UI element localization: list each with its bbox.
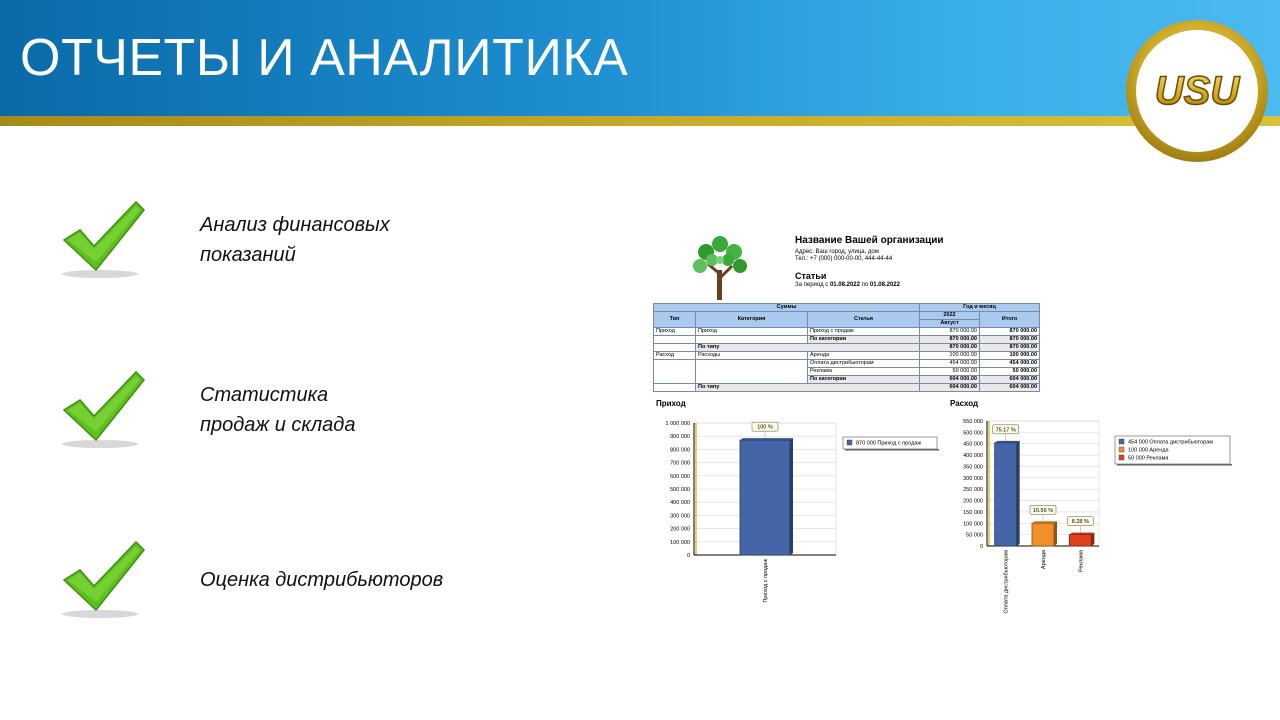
slide-title: ОТЧЕТЫ И АНАЛИТИКА [20, 29, 629, 87]
x-tick-label: Приход с продаж [763, 559, 769, 603]
table-header-row [654, 304, 1040, 312]
legend-entry: 100 000 Аренда [1128, 447, 1169, 454]
cell-type: Расход [654, 352, 696, 360]
header-article: Статья [808, 312, 920, 328]
period-prefix: За период с [795, 282, 829, 288]
y-tick-label: 50 000 [966, 532, 983, 539]
cell-type [654, 384, 696, 392]
cell-month: 454 000.00 [920, 360, 980, 368]
header-month: Август [920, 320, 980, 328]
bar-side [1017, 441, 1020, 546]
cell-article: Оплата дистрибьюторам [808, 360, 920, 368]
cell-total: 604 000.00 [980, 384, 1040, 392]
checkmark-icon [56, 196, 152, 280]
cell-category [696, 360, 808, 368]
header-total: Итого [980, 312, 1040, 328]
cell-month: 870 000.00 [920, 336, 980, 344]
report-title: Статьи [795, 271, 827, 281]
cell-article: По категории [808, 376, 920, 384]
y-tick-label: 0 [979, 544, 983, 550]
bar [1032, 523, 1054, 546]
cell-month: 50 000.00 [920, 368, 980, 376]
cell-month: 100 000.00 [920, 352, 980, 360]
expense-chart-title: Расход [950, 399, 979, 408]
table-row [654, 344, 1040, 352]
cell-type [654, 376, 696, 384]
usu-logo [1124, 18, 1270, 164]
cell-type [654, 360, 696, 368]
legend-shadow [845, 449, 939, 451]
legend-swatch [1119, 447, 1124, 452]
table-row [654, 352, 1040, 360]
cell-total: 100 000.00 [980, 352, 1040, 360]
cell-type [654, 344, 696, 352]
legend-swatch [1119, 455, 1124, 460]
cell-category [696, 336, 808, 344]
cell-article: Приход с продаж [808, 328, 920, 336]
data-label: 100 % [757, 424, 773, 431]
checkmark-icon [56, 366, 152, 450]
data-label: 16.56 % [1032, 507, 1054, 514]
cell-month: 604 000.00 [920, 384, 980, 392]
cell-month: 870 000.00 [920, 328, 980, 336]
table-row [654, 328, 1040, 336]
logo-text: USU [1154, 69, 1240, 113]
org-name: Название Вашей организации [795, 235, 944, 246]
cell-article: Аренда [808, 352, 920, 360]
cell-total: 604 000.00 [980, 376, 1040, 384]
cell-category [696, 376, 808, 384]
table-row [654, 384, 1040, 392]
cell-category: По типу [696, 344, 920, 352]
item-sales-statistics [200, 380, 355, 440]
cell-total: 870 000.00 [980, 328, 1040, 336]
y-tick-label: 600 000 [670, 473, 690, 480]
y-tick-label: 900 000 [670, 434, 690, 441]
data-label: 8.28 % [1071, 519, 1089, 526]
y-tick-label: 500 000 [670, 487, 690, 493]
cell-month: 870 000.00 [920, 344, 980, 352]
item-line: Анализ финансовых [200, 214, 390, 236]
income-chart-title: Приход [656, 399, 686, 408]
y-tick-label: 1 000 000 [665, 421, 690, 427]
header-divider [0, 116, 1280, 126]
y-tick-label: 550 000 [963, 419, 983, 425]
bar [1069, 535, 1091, 546]
header-period: Год и месяц [920, 304, 1040, 312]
table-row [654, 336, 1040, 344]
y-tick-label: 200 000 [963, 498, 983, 505]
cell-total: 870 000.00 [980, 344, 1040, 352]
report-preview [650, 225, 1250, 625]
bar-side [1091, 533, 1094, 546]
bar-side [1054, 521, 1057, 546]
item-line: Статистика [200, 384, 329, 406]
checkmark-icon [56, 536, 152, 620]
org-phone: Тел.: +7 (000) 000-00-00, 444-44-44 [795, 256, 893, 262]
y-tick-label: 150 000 [963, 509, 983, 516]
cell-month: 604 000.00 [920, 376, 980, 384]
table-header-row [654, 312, 1040, 320]
header-category: Категория [696, 312, 808, 328]
legend-entry: 870 000 Приход с продаж [856, 440, 922, 447]
cell-total: 50 000.00 [980, 368, 1040, 376]
header-year: 2022 [920, 312, 980, 320]
x-tick-label: Реклама [1078, 550, 1085, 573]
bar [740, 440, 790, 555]
cell-type [654, 336, 696, 344]
bar-top [740, 438, 793, 440]
expense-chart [945, 409, 1250, 619]
bar-side [790, 438, 793, 555]
bar [995, 443, 1017, 546]
y-tick-label: 400 000 [963, 453, 983, 460]
y-tick-label: 350 000 [963, 464, 983, 471]
y-tick-label: 800 000 [670, 447, 690, 454]
cell-total: 870 000.00 [980, 336, 1040, 344]
y-tick-label: 700 000 [670, 460, 690, 467]
item-line: показаний [200, 244, 296, 266]
header-type: Тип [654, 312, 696, 328]
header-sums: Суммы [654, 304, 920, 312]
period-to: 01.08.2022 [869, 282, 900, 288]
cell-total: 454 000.00 [980, 360, 1040, 368]
bar-top [995, 441, 1020, 443]
period-from: 01.08.2022 [829, 282, 860, 288]
y-tick-label: 100 000 [670, 539, 690, 546]
legend-swatch [1119, 439, 1124, 444]
report-table [653, 303, 1040, 392]
period-mid: по [861, 282, 869, 288]
legend-swatch [847, 440, 852, 445]
table-row [654, 368, 1040, 376]
item-financial-analysis [200, 210, 390, 270]
cell-category: По типу [696, 384, 920, 392]
bar-top [1069, 533, 1094, 535]
table-row [654, 360, 1040, 368]
report-period [795, 282, 900, 288]
cell-type: Приход [654, 328, 696, 336]
tree-logo-icon [690, 230, 750, 302]
y-tick-label: 0 [686, 553, 690, 559]
y-tick-label: 400 000 [670, 500, 690, 507]
x-tick-label: Оплата дистрибьюторам [1003, 550, 1010, 614]
item-line: Оценка дистрибьюторов [200, 569, 444, 591]
data-label: 75.17 % [995, 427, 1016, 434]
cell-category: Приход [696, 328, 808, 336]
y-tick-label: 450 000 [963, 441, 983, 448]
income-chart [650, 409, 945, 619]
table-row [654, 376, 1040, 384]
legend-entry: 454 000 Оплата дистрибьюторам [1128, 439, 1213, 446]
cell-article: По категории [808, 336, 920, 344]
legend-entry: 50 000 Реклама [1128, 455, 1169, 462]
cell-article: Реклама [808, 368, 920, 376]
item-line: продаж и склада [200, 414, 356, 436]
org-address: Адрес: Ваш город, улица, дом [795, 249, 879, 255]
item-distributor-evaluation [200, 565, 443, 595]
y-tick-label: 500 000 [963, 430, 983, 437]
legend-shadow [1117, 464, 1232, 466]
y-tick-label: 200 000 [670, 526, 690, 533]
cell-category [696, 368, 808, 376]
y-tick-label: 300 000 [670, 513, 690, 520]
y-tick-label: 250 000 [963, 487, 983, 494]
x-tick-label: Аренда [1041, 550, 1047, 570]
cell-category: Расходы [696, 352, 808, 360]
y-tick-label: 300 000 [963, 475, 983, 482]
cell-type [654, 368, 696, 376]
y-tick-label: 100 000 [963, 521, 983, 528]
bar-top [1032, 521, 1057, 523]
